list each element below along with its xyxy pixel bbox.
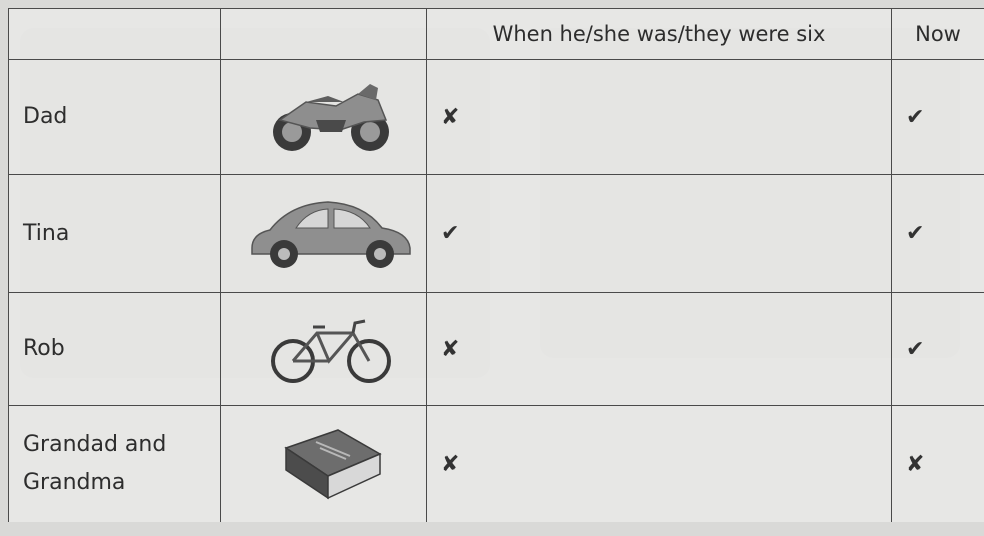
table-row-dad (9, 60, 984, 175)
bicycle-picture (221, 293, 427, 406)
header-row (9, 9, 984, 60)
car-icon (246, 198, 416, 270)
motorbike-picture (221, 60, 427, 175)
then-mark: ✘ (427, 60, 892, 175)
table-row-grandparents (9, 406, 984, 523)
person-name: Dad (9, 60, 221, 175)
then-mark: ✘ (427, 406, 892, 523)
bicycle-icon (269, 313, 393, 385)
header-empty-name (9, 9, 221, 60)
person-name: Rob (9, 293, 221, 406)
ability-table (8, 8, 984, 522)
then-mark: ✘ (427, 293, 892, 406)
dictionary-book-icon (276, 424, 386, 504)
table-row-rob (9, 293, 984, 406)
then-mark: ✔ (427, 175, 892, 293)
motorbike-icon (266, 80, 396, 154)
now-mark: ✔ (892, 60, 984, 175)
person-name: Tina (9, 175, 221, 293)
car-picture (221, 175, 427, 293)
now-mark: ✔ (892, 175, 984, 293)
header-empty-picture (221, 9, 427, 60)
now-mark: ✘ (892, 406, 984, 523)
header-when-six: When he/she was/they were six (427, 9, 892, 60)
book-picture (221, 406, 427, 523)
now-mark: ✔ (892, 293, 984, 406)
table-row-tina (9, 175, 984, 293)
header-now: Now (892, 9, 984, 60)
person-name: Grandad and Grandma (9, 406, 221, 523)
